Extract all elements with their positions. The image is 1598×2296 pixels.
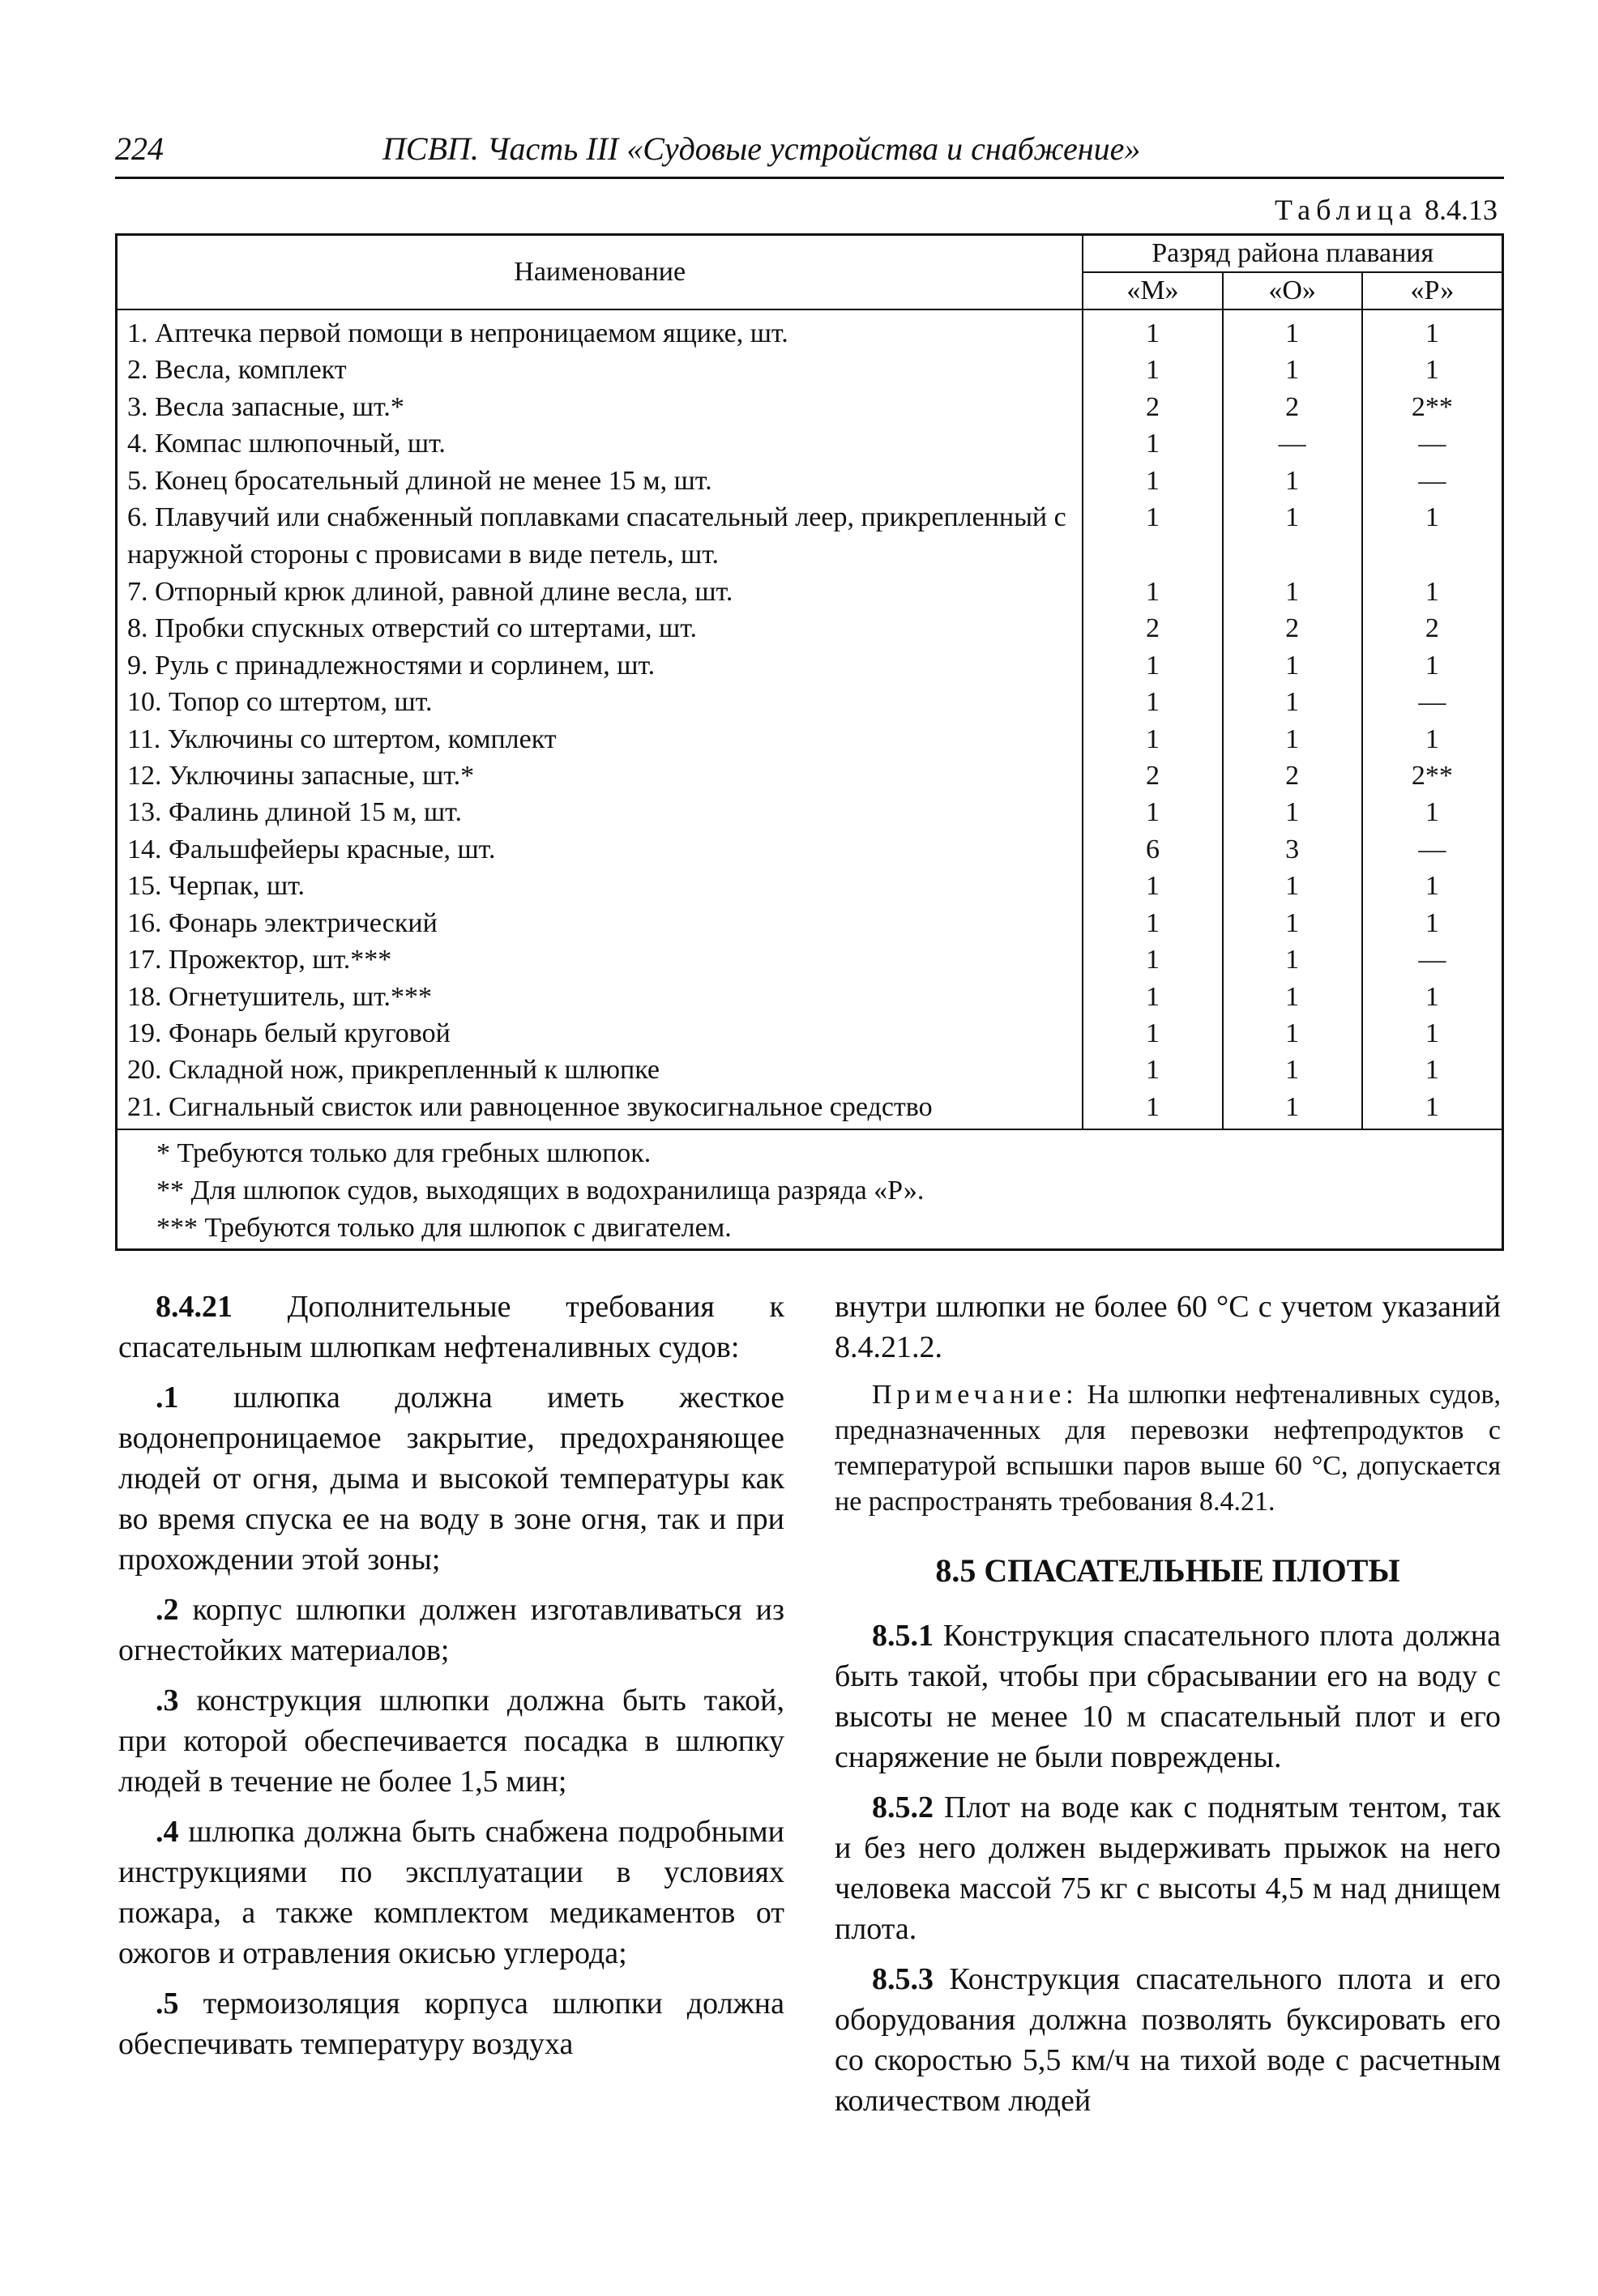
- value-r: 1: [1425, 1091, 1439, 1122]
- value-o: 3: [1223, 831, 1362, 868]
- table-row: [118, 463, 1502, 499]
- value-m: 2: [1083, 610, 1222, 647]
- value-r: 1: [1425, 577, 1439, 608]
- value-o: 1: [1223, 905, 1362, 941]
- item-name: 18. Огнетушитель, шт.***: [118, 979, 1083, 1015]
- item-name: 15. Черпак, шт.: [118, 868, 1083, 904]
- value-r: —: [1418, 465, 1446, 496]
- value-o: 1: [1223, 574, 1362, 610]
- list-item: [118, 1590, 784, 1671]
- table-row: [118, 831, 1502, 868]
- value-m: 1: [1083, 1089, 1222, 1129]
- note-text: На шлюпки нефтеналивных судов, предназначенных для перевозки нефтепродуктов с температурой вспышки паров выше 60 °С, допускается не распространять требования 8.4.21.: [835, 1380, 1501, 1517]
- value-o: 2: [1223, 758, 1362, 794]
- paragraph-8-4-21: [118, 1287, 784, 1368]
- table-row: [118, 1052, 1502, 1088]
- list-item: [118, 1377, 784, 1580]
- equipment-table: [115, 233, 1504, 1251]
- value-m: 1: [1083, 684, 1222, 720]
- item-name: 7. Отпорный крюк длиной, равной длине весла, шт.: [118, 574, 1083, 610]
- value-r: 1: [1425, 871, 1439, 902]
- item-name: 5. Конец бросательный длиной не менее 15 м, шт.: [118, 463, 1083, 499]
- item-text: термоизоляция корпуса шлюпки должна обеспечивать температуру воздуха: [118, 1987, 784, 2061]
- item-name: 11. Уключины со штертом, комплект: [118, 721, 1083, 758]
- value-r: 1: [1425, 355, 1439, 386]
- value-o: 1: [1223, 721, 1362, 758]
- paragraph-8-5-2: [835, 1787, 1501, 1949]
- value-o: 2: [1223, 389, 1362, 425]
- value-o: 1: [1223, 463, 1362, 499]
- value-m: 1: [1083, 1052, 1222, 1088]
- list-item: [118, 1983, 784, 2064]
- value-m: 2: [1083, 389, 1222, 425]
- item-number: .5: [156, 1987, 179, 2021]
- value-o: 1: [1223, 647, 1362, 684]
- table-row: [118, 868, 1502, 904]
- table-row: [118, 352, 1502, 388]
- item-name: 3. Весла запасные, шт.*: [118, 389, 1083, 425]
- value-m: 1: [1083, 794, 1222, 830]
- item-number: .4: [156, 1815, 179, 1849]
- item-number: .2: [156, 1593, 179, 1627]
- item-name: 13. Фалинь длиной 15 м, шт.: [118, 794, 1083, 830]
- continued-text: внутри шлюпки не более 60 °С с учетом указаний 8.4.21.2.: [835, 1290, 1501, 1364]
- list-item: [118, 1680, 784, 1802]
- table-caption: [1275, 193, 1498, 227]
- clause-number: 8.5.1: [872, 1619, 934, 1653]
- value-o: 1: [1223, 499, 1362, 574]
- value-m: 1: [1083, 868, 1222, 904]
- value-m: 1: [1083, 499, 1222, 574]
- value-o: 1: [1223, 1089, 1362, 1129]
- value-m: 1: [1083, 425, 1222, 462]
- value-m: 1: [1083, 352, 1222, 388]
- value-m: 1: [1083, 941, 1222, 978]
- value-o: 1: [1223, 684, 1362, 720]
- table-footnotes: [118, 1129, 1502, 1247]
- table-row: [118, 684, 1502, 720]
- value-o: 1: [1223, 1052, 1362, 1088]
- table-row: [118, 574, 1502, 610]
- note-label: Примечание:: [872, 1380, 1079, 1410]
- col-header-name: Наименование: [118, 236, 1083, 309]
- value-m: 1: [1083, 463, 1222, 499]
- clause-text: Конструкция спасательного плота и его оборудования должна позволять буксировать его со скоростью 5,5 км/ч на тихой воде с расчетным количеством людей: [835, 1962, 1501, 2118]
- table-row: [118, 979, 1502, 1015]
- value-o: 1: [1223, 794, 1362, 830]
- item-name: 8. Пробки спускных отверстий со штертами, шт.: [118, 610, 1083, 647]
- value-m: 1: [1083, 574, 1222, 610]
- value-r: 1: [1425, 723, 1439, 754]
- value-r: 1: [1425, 907, 1439, 938]
- item-name: 14. Фальшфейеры красные, шт.: [118, 831, 1083, 868]
- value-m: 1: [1083, 647, 1222, 684]
- value-o: 1: [1223, 352, 1362, 388]
- value-o: 1: [1223, 979, 1362, 1015]
- table-row: [118, 647, 1502, 684]
- col-header-m: «М»: [1083, 272, 1222, 309]
- value-r: 2**: [1411, 761, 1453, 792]
- text-column-left: [118, 1287, 784, 2074]
- item-name: 2. Весла, комплект: [118, 352, 1083, 388]
- item-name: 21. Сигнальный свисток или равноценное звукосигнальное средство: [118, 1089, 1083, 1129]
- note-paragraph: [835, 1377, 1501, 1520]
- item-text: конструкция шлюпки должна быть такой, при которой обеспечивается посадка в шлюпку людей в течение не более 1,5 мин;: [118, 1684, 784, 1799]
- value-r: —: [1418, 429, 1446, 459]
- value-r: 1: [1425, 650, 1439, 681]
- table-row: [118, 758, 1502, 794]
- equipment-table-grid: [118, 236, 1502, 1129]
- item-text: шлюпка должна иметь жесткое водонепроницаемое закрытие, предохраняющее людей от огня, дыма и высокой температуры как во время спуска ее на воду в зоне огня, так и при прохождении этой зоны;: [118, 1381, 784, 1577]
- value-o: —: [1223, 425, 1362, 462]
- footnote: * Требуются только для гребных шлюпок.: [156, 1138, 652, 1169]
- item-name: 10. Топор со штертом, шт.: [118, 684, 1083, 720]
- text-column-right: [835, 1287, 1501, 2131]
- value-r: 2: [1425, 613, 1439, 644]
- table-row: [118, 794, 1502, 830]
- value-m: 1: [1083, 905, 1222, 941]
- item-name: 19. Фонарь белый круговой: [118, 1015, 1083, 1052]
- item-name: 4. Компас шлюпочный, шт.: [118, 425, 1083, 462]
- page-number: 224: [115, 130, 164, 167]
- clause-number: 8.4.21: [156, 1290, 233, 1324]
- table-row: [118, 905, 1502, 941]
- value-o: 1: [1223, 1015, 1362, 1052]
- table-row: [118, 389, 1502, 425]
- item-name: 12. Уключины запасные, шт.*: [118, 758, 1083, 794]
- value-o: 2: [1223, 610, 1362, 647]
- table-row: [118, 1015, 1502, 1052]
- value-r: —: [1418, 945, 1446, 975]
- item-name: 17. Прожектор, шт.***: [118, 941, 1083, 978]
- running-title: ПСВП. Часть III «Судовые устройства и снабжение»: [382, 130, 1141, 167]
- clause-text: Конструкция спасательного плота должна быть такой, чтобы при сбрасывании его на воду с высоты не менее 10 м спасательный плот и его снаряжение не были повреждены.: [835, 1619, 1501, 1774]
- table-row: [118, 610, 1502, 647]
- col-header-o: «О»: [1223, 272, 1362, 309]
- page-header: [115, 123, 1504, 179]
- list-item: [118, 1812, 784, 1974]
- item-name: 9. Руль с принадлежностями и сорлинем, шт.: [118, 647, 1083, 684]
- table-caption-word: Таблица: [1275, 194, 1417, 226]
- value-m: 1: [1083, 309, 1222, 352]
- table-row: [118, 499, 1502, 574]
- section-heading: 8.5 СПАСАТЕЛЬНЫЕ ПЛОТЫ: [935, 1552, 1400, 1589]
- clause-number: 8.5.3: [872, 1962, 934, 1996]
- table-caption-number: 8.4.13: [1425, 194, 1498, 226]
- item-text: корпус шлюпки должен изготавливаться из огнестойких материалов;: [118, 1593, 784, 1667]
- clause-text: Дополнительные требования к спасательным шлюпкам нефтеналивных судов:: [118, 1290, 784, 1364]
- col-header-navigation-category: Разряд района плавания: [1083, 236, 1502, 272]
- value-r: 1: [1425, 318, 1439, 348]
- table-row: [118, 1089, 1502, 1129]
- item-name: 6. Плавучий или снабженный поплавками спасательный леер, прикрепленный с наружной стороны с провисами в виде петель, шт.: [118, 499, 1083, 574]
- footnote: ** Для шлюпок судов, выходящих в водохранилища разряда «Р».: [156, 1176, 925, 1206]
- value-r: 1: [1425, 502, 1439, 533]
- value-o: 1: [1223, 868, 1362, 904]
- paragraph-8-5-1: [835, 1615, 1501, 1777]
- paragraph-8-5-3: [835, 1959, 1501, 2121]
- clause-number: 8.5.2: [872, 1790, 934, 1824]
- value-m: 1: [1083, 1015, 1222, 1052]
- footnote: *** Требуются только для шлюпок с двигателем.: [156, 1213, 732, 1244]
- value-r: 1: [1425, 981, 1439, 1012]
- item-text: шлюпка должна быть снабжена подробными инструкциями по эксплуатации в условиях пожара, а также комплектом медикаментов от ожогов и отравления окисью углерода;: [118, 1815, 784, 1970]
- value-r: —: [1418, 834, 1446, 864]
- value-m: 2: [1083, 758, 1222, 794]
- value-m: 6: [1083, 831, 1222, 868]
- item-name: 16. Фонарь электрический: [118, 905, 1083, 941]
- value-m: 1: [1083, 979, 1222, 1015]
- item-name: 20. Складной нож, прикрепленный к шлюпке: [118, 1052, 1083, 1088]
- table-row: [118, 425, 1502, 462]
- item-number: .1: [156, 1381, 179, 1415]
- value-r: 1: [1425, 1018, 1439, 1048]
- item-number: .3: [156, 1684, 179, 1718]
- value-r: 2**: [1411, 391, 1453, 422]
- item-name: 1. Аптечка первой помощи в непроницаемом ящике, шт.: [118, 309, 1083, 352]
- value-r: —: [1418, 687, 1446, 718]
- value-o: 1: [1223, 941, 1362, 978]
- value-r: 1: [1425, 797, 1439, 828]
- value-m: 1: [1083, 721, 1222, 758]
- table-row: [118, 721, 1502, 758]
- value-r: 1: [1425, 1055, 1439, 1086]
- col-header-r: «Р»: [1362, 272, 1502, 309]
- table-row: [118, 941, 1502, 978]
- clause-text: Плот на воде как с поднятым тентом, так и без него должен выдерживать прыжок на него человека массой 75 кг с высоты 4,5 м над днищем плота.: [835, 1790, 1501, 1946]
- table-row: [118, 309, 1502, 352]
- value-o: 1: [1223, 309, 1362, 352]
